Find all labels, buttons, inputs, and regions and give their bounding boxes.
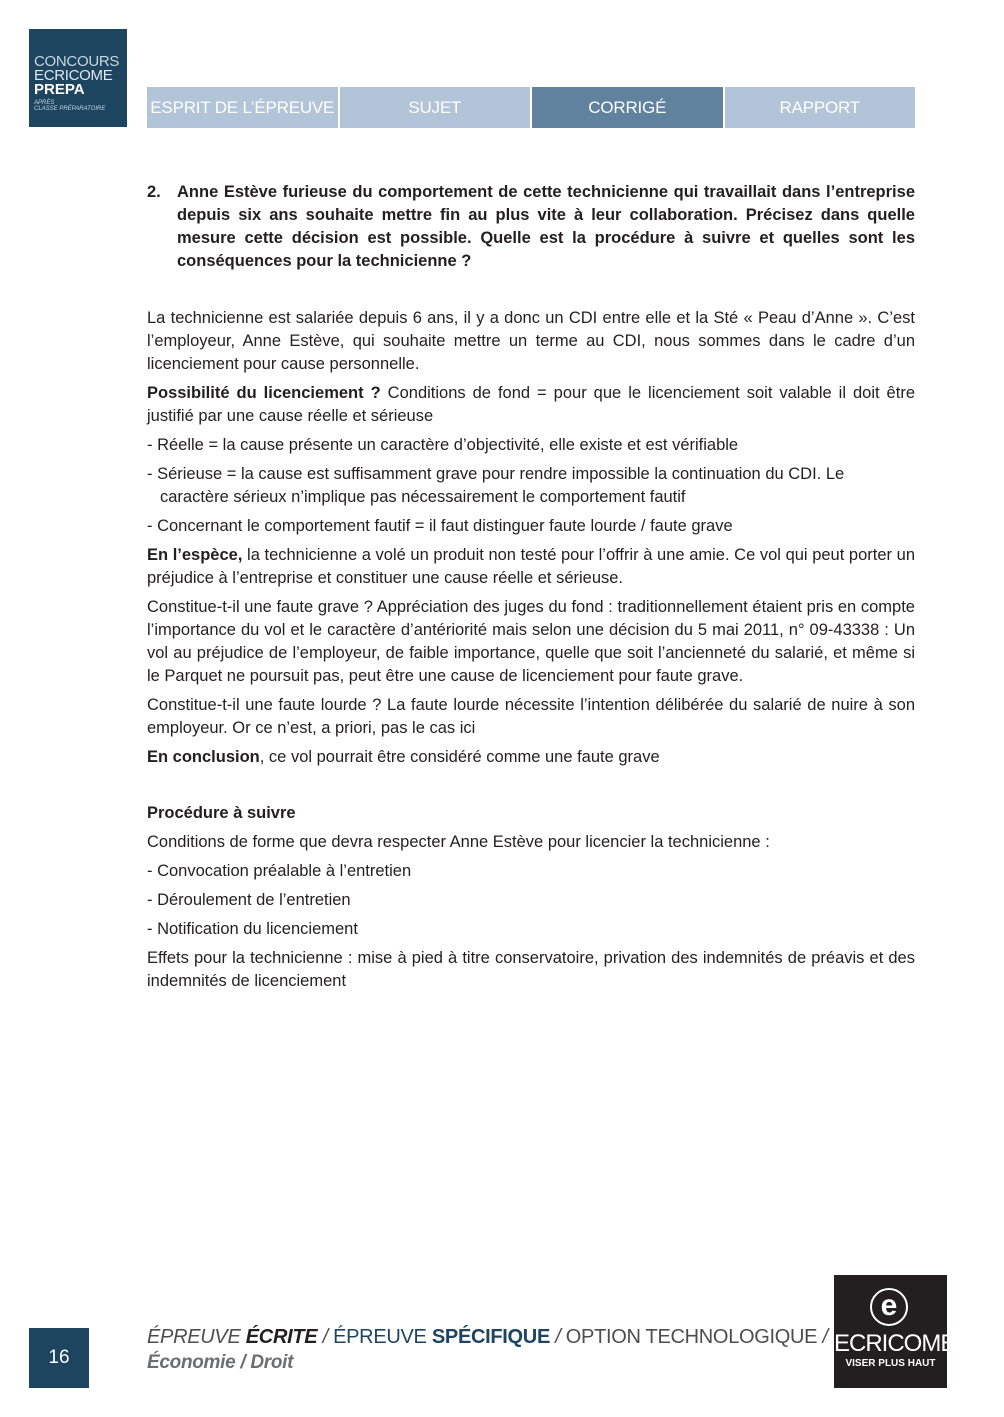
paragraph-conditions-forme: Conditions de forme que devra respecter Anne Estève pour licencier la technicienne : <box>147 833 770 851</box>
espece-text: la technicienne a volé un produit non testé pour l’offrir à une amie. Ce vol qui peut porter un préjudice à l’entreprise et constituer une cause réelle et sérieuse. <box>147 546 915 587</box>
bullet-reelle: - Réelle = la cause présente un caractère d’objectivité, elle existe et est vérifiable <box>147 436 739 454</box>
brand-name: ECRICOME <box>834 1330 956 1357</box>
logo-concours: CONCOURS <box>34 53 120 70</box>
paragraph-effets: Effets pour la technicienne : mise à pied à titre conservatoire, privation des indemnités de préavis et des indemnités de licenciement <box>147 949 915 990</box>
ecricome-e-icon: e <box>870 1288 908 1326</box>
step-convocation: - Convocation préalable à l’entretien <box>147 862 412 880</box>
footer-option: OPTION TECHNOLOGIQUE <box>565 1326 818 1348</box>
paragraph-faute-grave: Constitue-t-il une faute grave ? Appréciation des juges du fond : traditionnellement étaient pris en compte l’importance du vol et le caractère d’antériorité mais selon une décision du 5 mai 2011, n° 09-43338 : Un vol au préjudice de l’employeur, de faible importance, quelle que soit l’ancienneté du salarié, et même si le Parquet ne poursuit pas, peut être une cause de licenciement pour faute grave. <box>147 598 915 685</box>
logo-ecricome: ECRICOME <box>34 67 113 84</box>
question-number: 2. <box>147 183 161 201</box>
paragraph-faute-lourde: Constitue-t-il une faute lourde ? La faute lourde nécessite l’intention délibérée du salarié de nuire à son employeur. Or ce n’est, a priori, pas le cas ici <box>147 696 915 737</box>
footer-sep-2: / <box>550 1326 566 1348</box>
footer-exam-type <box>147 1326 828 1349</box>
step-entretien: - Déroulement de l’entretien <box>147 891 351 909</box>
footer-epreuve-2: ÉPREUVE <box>333 1326 427 1348</box>
step-notification: - Notification du licenciement <box>147 920 358 938</box>
paragraph-intro: La technicienne est salariée depuis 6 ans, il y a donc un CDI entre elle et la Sté « Peau d’Anne ». C’est l’employeur, Anne Estève, qui souhaite mettre un terme au CDI, nous sommes dans le cadre d’un licenciement pour cause personnelle. <box>147 309 915 373</box>
procedure-heading: Procédure à suivre <box>147 804 296 822</box>
conclusion-label: En conclusion <box>147 748 260 766</box>
logo-classe: CLASSE PRÉPARATOIRE <box>34 106 106 112</box>
tab-esprit[interactable]: ESPRIT DE L’ÉPREUVE <box>147 87 338 128</box>
concours-logo <box>29 29 127 127</box>
paragraph-conclusion <box>147 746 915 769</box>
section-tabs <box>147 87 915 128</box>
espece-label: En l’espèce, <box>147 546 243 564</box>
footer-sep-3: / <box>817 1326 828 1348</box>
possibilite-text: Conditions de fond = pour que le licenciement soit valable il doit être justifié par une cause réelle et sérieuse <box>147 384 915 425</box>
tab-sujet[interactable]: SUJET <box>338 87 531 128</box>
tab-corrige[interactable]: CORRIGÉ <box>530 87 723 128</box>
paragraph-espece <box>147 544 915 590</box>
conclusion-text: , ce vol pourrait être considéré comme une faute grave <box>259 748 660 766</box>
possibilite-label: Possibilité du licenciement ? <box>147 384 381 402</box>
footer-epreuve: ÉPREUVE <box>147 1326 241 1348</box>
answer-body <box>147 307 915 999</box>
brand-tagline: VISER PLUS HAUT <box>845 1358 936 1369</box>
tab-rapport[interactable]: RAPPORT <box>723 87 916 128</box>
ecricome-brand-logo <box>834 1275 956 1388</box>
bullet-serieuse: - Sérieuse = la cause est suffisamment grave pour rendre impossible la continuation du CDI. Le caractère sérieux n’implique pas nécessairement le comportement fautif <box>147 465 845 506</box>
page-number: 16 <box>29 1328 89 1388</box>
logo-apres: APRÈS <box>34 100 55 106</box>
paragraph-possibilite <box>147 382 915 428</box>
bullet-fautif: - Concernant le comportement fautif = il faut distinguer faute lourde / faute grave <box>147 517 733 535</box>
question-text: Anne Estève furieuse du comportement de cette technicienne qui travaillait dans l’entreprise depuis six ans souhaite mettre fin au plus vite à leur collaboration. Précisez dans quelle mesure cette décision est possible. Quelle est la procédure à suivre et quelles sont les conséquences pour la technicienne ? <box>177 183 915 270</box>
footer-subject: Économie / Droit <box>147 1352 294 1373</box>
footer-sep-1: / <box>317 1326 334 1348</box>
footer-ecrite: ÉCRITE <box>245 1326 318 1348</box>
footer-specifique: SPÉCIFIQUE <box>431 1326 550 1348</box>
logo-prepa: PREPA <box>34 81 85 98</box>
question <box>147 181 915 273</box>
